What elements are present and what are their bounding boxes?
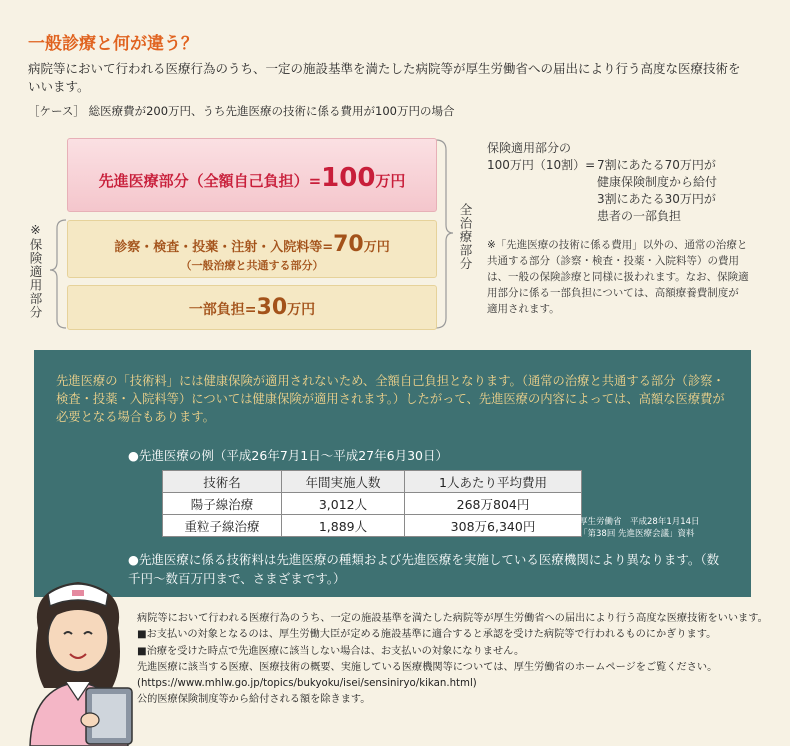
breakdown-item-a: 7割にあたる70万円が (597, 158, 716, 172)
table-cell: 308万6,340円 (405, 515, 582, 537)
bottom-note: ■治療を受けた時点で先進医療に該当しない場合は、お支払いの対象になりません。 (137, 645, 525, 657)
table-header: 技術名 (163, 471, 282, 493)
breakdown-line1: 保険適用部分の (487, 141, 572, 155)
table-row (163, 493, 582, 515)
panel-footnote: ●先進医療に係る技術料は先進医療の種類および先進医療を実施している医療機関により異なります。（数千円～数百万円まで、さまざまです。） (128, 552, 720, 586)
common-label: 診察・検査・投薬・注射・入院料等= (114, 240, 334, 255)
common-amount: 70 (333, 232, 364, 257)
bottom-note: 病院等において行われる医療行為のうち、一定の施設基準を満たした病院等が厚生労働省への届出により行う高度な医療技術をいいます。 (137, 613, 768, 624)
example-table (162, 470, 582, 537)
table-header: 1人あたり平均費用 (405, 471, 582, 493)
table-cell: 陽子線治療 (163, 493, 282, 515)
table-cell: 3,012人 (282, 493, 405, 515)
copay-unit: 万円 (287, 302, 316, 318)
copay-amount: 30 (256, 295, 288, 320)
table-row (163, 515, 582, 537)
bottom-note: 公的医療保険制度等から給付される額を除きます。 (137, 694, 371, 706)
page-title: 一般診療と何が違う？ (28, 34, 198, 54)
bottom-notes (137, 611, 782, 709)
copay-label: 一部負担= (188, 302, 257, 318)
advanced-medical-box (67, 138, 437, 212)
table-cell: 1,889人 (282, 515, 405, 537)
table-cell: 重粒子線治療 (163, 515, 282, 537)
breakdown-item-b: 健康保険制度から給付 (597, 175, 718, 189)
intro-text: 病院等において行われる医療行為のうち、一定の施設基準を満たした病院等が厚生労働省への届出により行う高度な医療技術をいいます。 (28, 61, 741, 94)
table-header-row (163, 471, 582, 493)
breakdown-line2: 100万円（10割）= (487, 158, 596, 172)
advanced-amount: 100 (321, 163, 376, 193)
case-note: ［ケース］ 総医療費が200万円、うち先進医療の技術に係る費用が100万円の場合 (28, 104, 455, 118)
breakdown-item-c: 3割にあたる30万円が (597, 192, 716, 206)
example-title: ●先進医療の例（平成26年7月1日～平成27年6月30日） (128, 448, 448, 463)
common-sub: （一般治療と共通する部分） (180, 259, 324, 272)
common-treatment-box (67, 220, 437, 278)
common-unit: 万円 (363, 240, 390, 255)
copay-box (67, 285, 437, 330)
bottom-note-url: (https://www.mhlw.go.jp/topics/bukyoku/isei/sensiniryo/kikan.html) (137, 678, 477, 690)
advanced-label: 先進医療部分（全額自己負担）= (98, 172, 322, 190)
nurse-illustration (20, 570, 138, 746)
source-line2: 「第38回 先進医療会議」資料 (579, 529, 695, 539)
table-header: 年間実施人数 (282, 471, 405, 493)
insured-breakdown (487, 140, 717, 225)
insured-part-label: ※保険適用部分 (28, 222, 43, 319)
bottom-note: ■お支払いの対象となるのは、厚生労働大臣が定める施設基準に適合すると承認を受けた病院等で行われるものにかぎります。 (137, 629, 717, 641)
panel-lead: 先進医療の「技術料」には健康保険が適用されないため、全額自己負担となります。（通常の治療と共通する部分（診察・検査・投薬・入院料等）については健康保険が適用されます。）したがって、先進医療の内容によっては、高額な医療費が必要となる場合もあります。 (56, 374, 725, 424)
insured-note: ※「先進医療の技術に係る費用」以外の、通常の治療と共通する部分（診察・検査・投薬・入院料等）の費用は、一般の保険診療と同様に扱われます。なお、保険適用部分に係る一部負担については、高額療養費制度が適用されます。 (487, 239, 749, 315)
table-cell: 268万804円 (405, 493, 582, 515)
source-line1: 厚生労働省 平成28年1月14日 (579, 517, 700, 527)
source-note (579, 516, 700, 540)
breakdown-item-d: 患者の一部負担 (597, 209, 682, 223)
total-cost-label: 全治療部分 (458, 203, 473, 271)
advanced-unit: 万円 (375, 172, 406, 190)
bottom-note: 先進医療に該当する医療、医療技術の概要、実施している医療機関等については、厚生労働省のホームページをご覧ください。 (137, 661, 718, 673)
advanced-medical-panel (34, 350, 751, 597)
